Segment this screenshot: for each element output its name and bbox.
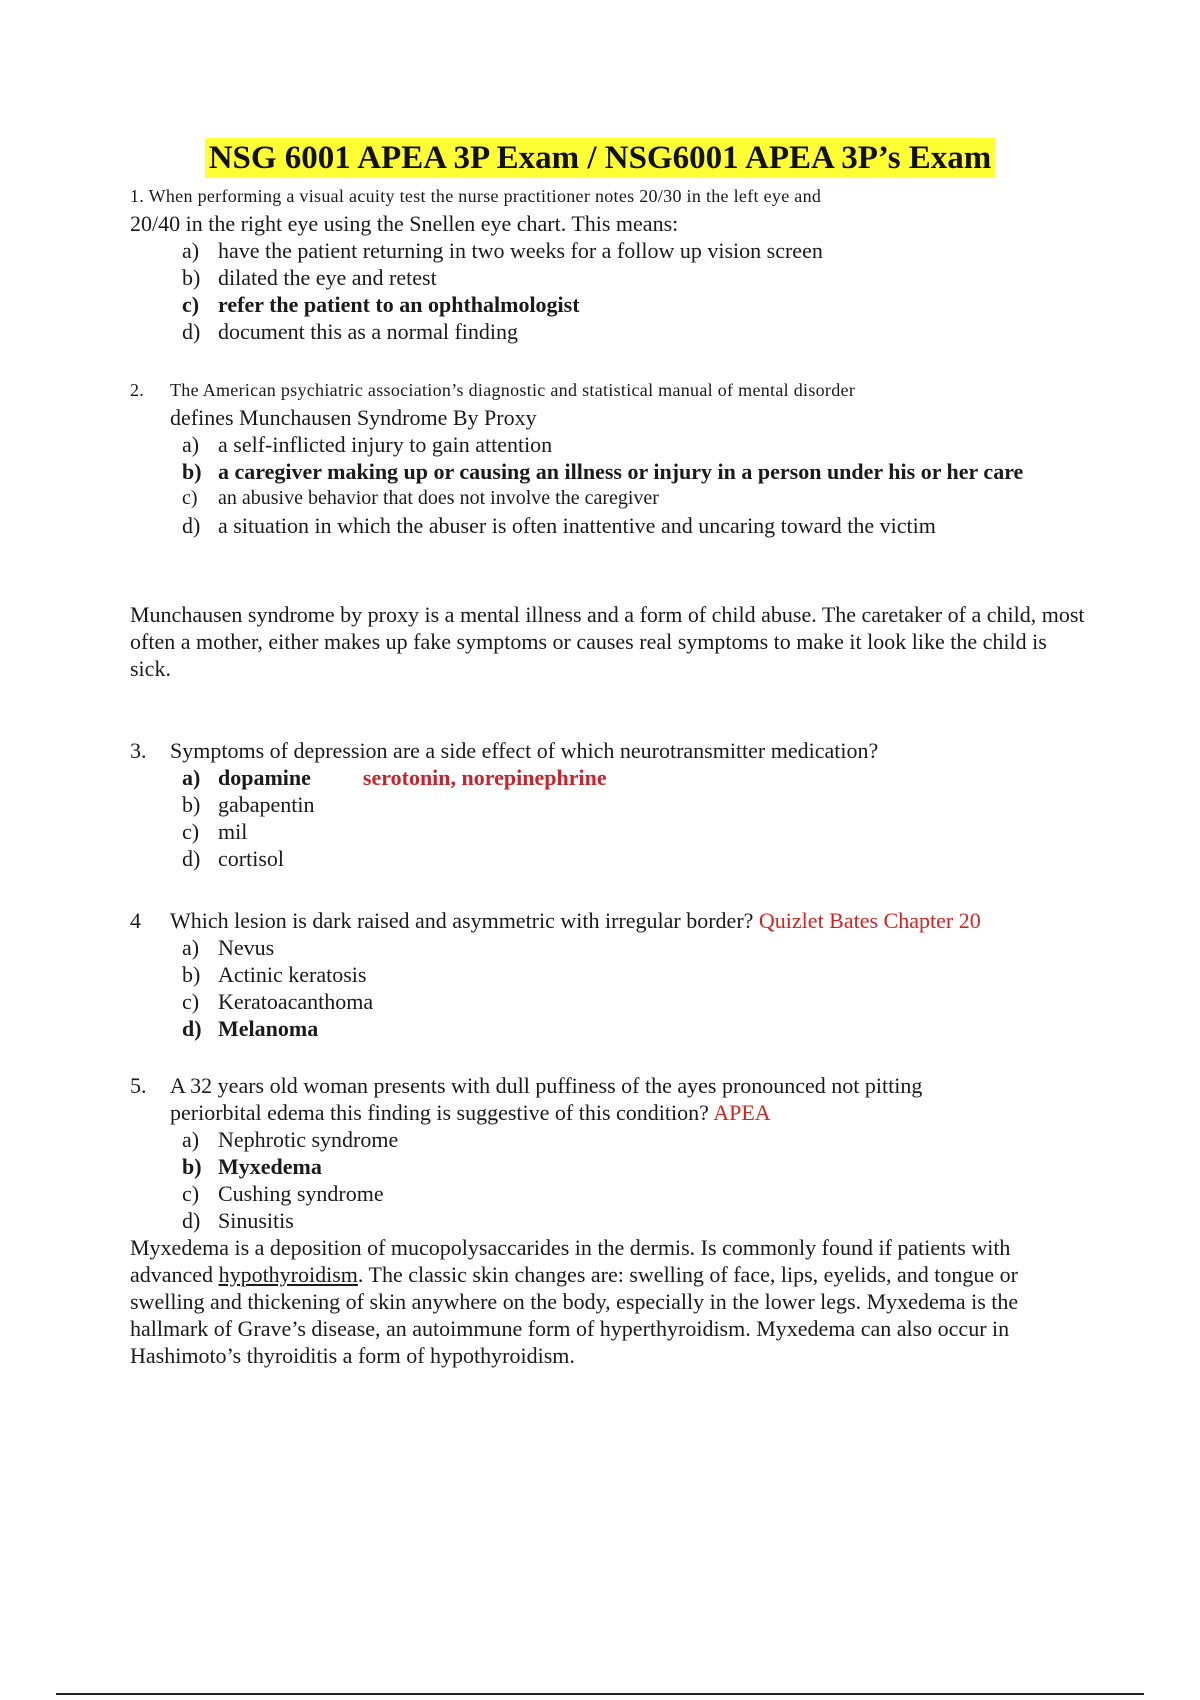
title-container — [0, 138, 1200, 178]
question-5-note: APEA — [713, 1100, 771, 1125]
question-3 — [130, 737, 1090, 872]
question-2-option-b-answer: b) a caregiver making up or causing an illness or injury in a person under his or her care — [182, 459, 1024, 484]
question-1 — [130, 183, 1090, 345]
munchausen-explanation: Munchausen syndrome by proxy is a mental illness and a form of child abuse. The caretaker of a child, most often a mother, either makes up fake symptoms or causes real symptoms to make it look like the child is sick. — [130, 602, 1085, 681]
footer-divider — [56, 1693, 1144, 1695]
question-2-option-c: c) an abusive behavior that does not involve the caregiver — [182, 487, 659, 509]
question-5-text: A 32 years old woman presents with dull puffiness of the ayes pronounced not pitting — [170, 1073, 923, 1098]
question-3-options — [130, 764, 1090, 872]
question-5-options — [130, 1126, 1090, 1234]
question-1-option-a: a) have the patient returning in two weeks for a follow up vision screen — [182, 238, 823, 263]
question-4-number: 4 — [130, 908, 141, 933]
question-2-line1 — [130, 377, 1090, 404]
question-4 — [130, 907, 1090, 1042]
question-1-line1 — [130, 183, 1090, 210]
question-1-option-d: d) document this as a normal finding — [182, 319, 518, 344]
page-title: NSG 6001 APEA 3P Exam / NSG6001 APEA 3P’s Exam — [205, 138, 996, 178]
question-4-text: Which lesion is dark raised and asymmetric with irregular border? — [170, 908, 754, 933]
question-3-line1 — [130, 737, 1090, 764]
question-3-option-a-answer: a) dopamine serotonin, norepinephrine — [182, 765, 607, 790]
question-4-line1 — [130, 907, 1090, 934]
question-1-options — [130, 237, 1090, 345]
hypothyroidism-link-text: hypothyroidism — [218, 1262, 358, 1287]
question-5-option-a: a) Nephrotic syndrome — [182, 1127, 399, 1152]
question-5-option-b-answer: b) Myxedema — [182, 1154, 322, 1179]
question-2-number: 2. — [130, 380, 145, 400]
question-1-text: When performing a visual acuity test the nurse practitioner notes 20/30 in the left eye and — [148, 186, 822, 206]
question-2-option-d: d) a situation in which the abuser is often inattentive and uncaring toward the victim — [182, 513, 936, 538]
question-4-option-a: a) Nevus — [182, 935, 275, 960]
question-3-number: 3. — [130, 738, 147, 763]
question-4-option-b: b) Actinic keratosis — [182, 962, 367, 987]
question-3-text: Symptoms of depression are a side effect of which neurotransmitter medication? — [170, 738, 879, 763]
question-4-options — [130, 934, 1090, 1042]
question-4-option-d-answer: d) Melanoma — [182, 1016, 319, 1041]
question-2 — [130, 377, 1090, 539]
question-3-option-d: d) cortisol — [182, 846, 284, 871]
question-2-option-a: a) a self-inflicted injury to gain attention — [182, 432, 553, 457]
question-4-note: Quizlet Bates Chapter 20 — [758, 908, 981, 933]
question-3-option-c: c) mil — [182, 819, 248, 844]
question-5-option-d: d) Sinusitis — [182, 1208, 294, 1233]
question-1-option-c-answer: c) refer the patient to an ophthalmologist — [182, 292, 580, 317]
question-2-line2: defines Munchausen Syndrome By Proxy — [170, 405, 537, 430]
myxedema-explanation: Myxedema is a deposition of mucopolysaccarides in the dermis. Is commonly found if patients with advanced hypothyroidism. The classic skin changes are: swelling of face, lips, eyelids, and tongue or swelling and thickening of skin anywhere on the body, especially in the lower legs. Myxedema is the hallmark of Grave’s disease, an autoimmune form of hyperthyroidism. Myxedema can also occur in Hashimoto’s thyroiditis a form of hypothyroidism. — [130, 1235, 1019, 1368]
question-5-number: 5. — [130, 1073, 147, 1098]
question-1-option-b: b) dilated the eye and retest — [182, 265, 437, 290]
question-5-line1 — [130, 1072, 1090, 1099]
question-3-option-b: b) gabapentin — [182, 792, 315, 817]
question-4-option-c: c) Keratoacanthoma — [182, 989, 374, 1014]
question-1-number: 1. — [130, 186, 145, 206]
question-1-line2: 20/40 in the right eye using the Snellen eye chart. This means: — [130, 211, 679, 236]
question-3-note: serotonin, norepinephrine — [362, 765, 607, 790]
question-5 — [130, 1072, 1090, 1369]
question-2-text: The American psychiatric association’s diagnostic and statistical manual of mental disorder — [170, 380, 856, 400]
question-2-options — [130, 431, 1090, 539]
question-2-explanation — [130, 601, 1090, 682]
question-5-line2: periorbital edema this finding is suggestive of this condition? APEA — [170, 1100, 771, 1125]
question-5-option-c: c) Cushing syndrome — [182, 1181, 384, 1206]
